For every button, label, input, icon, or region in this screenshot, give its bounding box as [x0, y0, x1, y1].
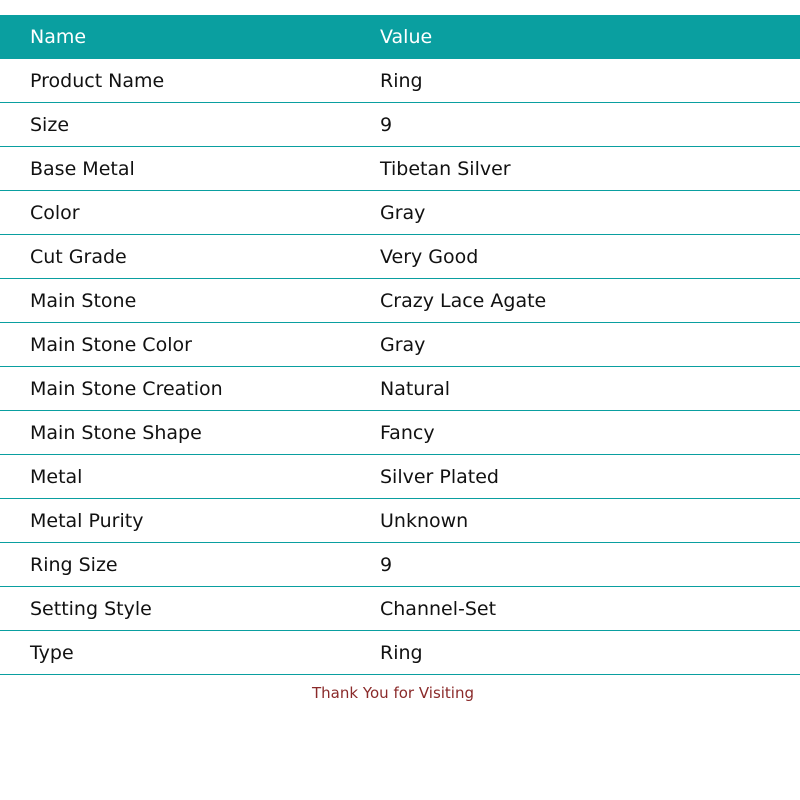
table-row [0, 103, 800, 147]
row-value-cell: Silver Plated [350, 455, 800, 499]
table-row [0, 367, 800, 411]
row-name-cell: Main Stone Creation [0, 367, 350, 411]
row-name-cell: Base Metal [0, 147, 350, 191]
row-name-cell: Color [0, 191, 350, 235]
row-value-cell: Fancy [350, 411, 800, 455]
header-name: Name [0, 15, 350, 59]
row-value-cell: Gray [350, 323, 800, 367]
row-value-cell: 9 [350, 103, 800, 147]
row-name-cell: Setting Style [0, 587, 350, 631]
table-row [0, 587, 800, 631]
footer-thank-you-text: Thank You for Visiting [312, 684, 474, 702]
table-row [0, 235, 800, 279]
table-row [0, 499, 800, 543]
table-row [0, 411, 800, 455]
row-value-cell: Very Good [350, 235, 800, 279]
row-name-cell: Type [0, 631, 350, 675]
table-row [0, 455, 800, 499]
table-header [0, 15, 800, 59]
row-value-cell: Ring [350, 59, 800, 103]
table-row [0, 631, 800, 675]
row-name-cell: Product Name [0, 59, 350, 103]
table-row [0, 59, 800, 103]
table-header-row [0, 15, 800, 59]
row-name-cell: Main Stone [0, 279, 350, 323]
row-name-cell: Ring Size [0, 543, 350, 587]
table-row [0, 279, 800, 323]
row-name-cell: Metal [0, 455, 350, 499]
row-name-cell: Size [0, 103, 350, 147]
table-row [0, 323, 800, 367]
table-body [0, 59, 800, 675]
product-spec-table [0, 15, 800, 675]
row-name-cell: Cut Grade [0, 235, 350, 279]
row-value-cell: 9 [350, 543, 800, 587]
row-value-cell: Ring [350, 631, 800, 675]
row-name-cell: Main Stone Color [0, 323, 350, 367]
row-value-cell: Natural [350, 367, 800, 411]
row-value-cell: Unknown [350, 499, 800, 543]
table-row [0, 543, 800, 587]
row-value-cell: Crazy Lace Agate [350, 279, 800, 323]
row-name-cell: Main Stone Shape [0, 411, 350, 455]
table-row [0, 191, 800, 235]
header-value: Value [350, 15, 800, 59]
table-row [0, 147, 800, 191]
row-name-cell: Metal Purity [0, 499, 350, 543]
row-value-cell: Tibetan Silver [350, 147, 800, 191]
row-value-cell: Channel-Set [350, 587, 800, 631]
row-value-cell: Gray [350, 191, 800, 235]
